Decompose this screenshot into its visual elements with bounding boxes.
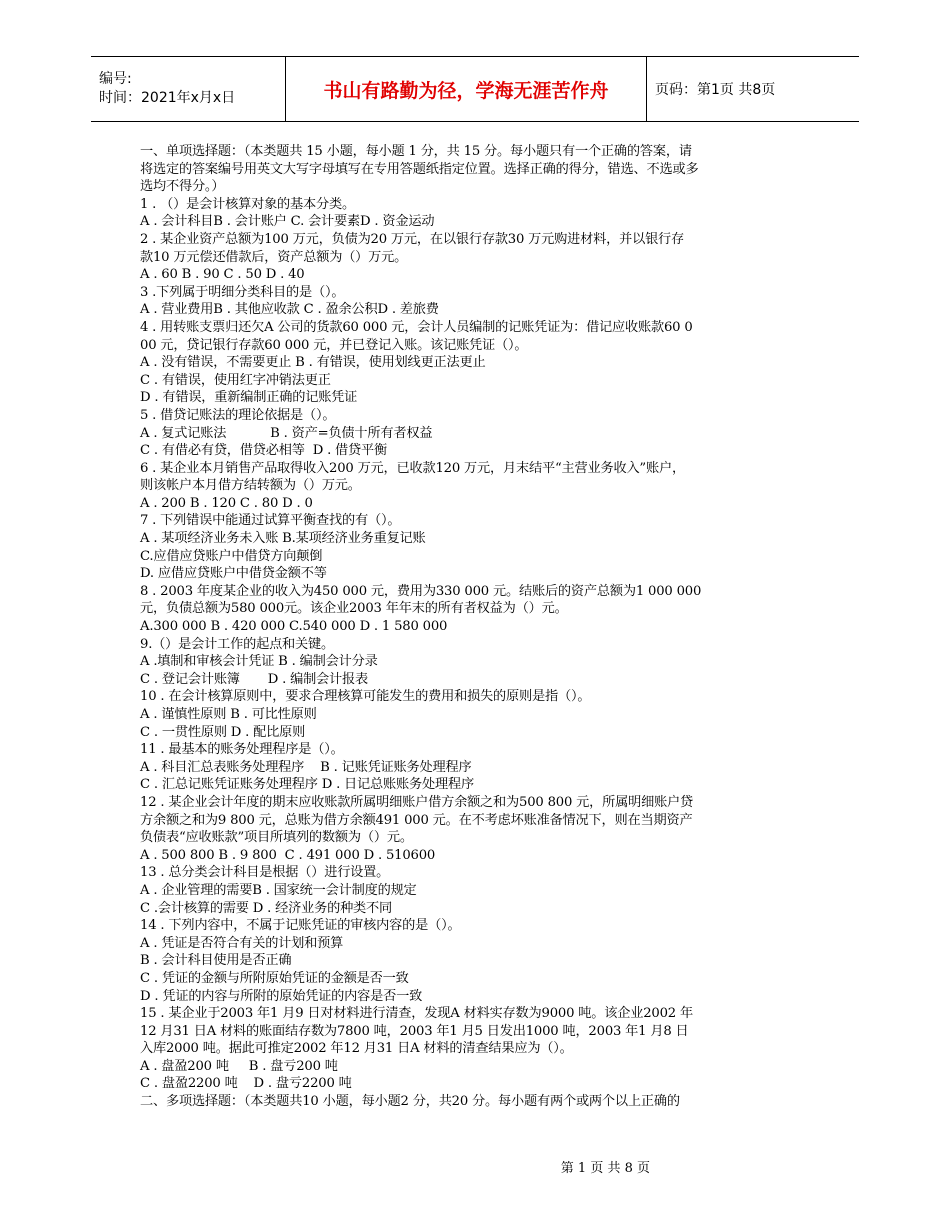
text-line: B . 会计科目使用是否正确 [140, 953, 292, 969]
text-line: 4 . 用转账支票归还欠A 公司的货款60 000 元，会计人员编制的记账凭证为：借记应收账款60 0 [140, 319, 693, 335]
text-line: A . 谨慎性原则 B . 可比性原则 [140, 707, 317, 722]
text-line: 3 .下列属于明细分类科目的是（）。 [140, 284, 345, 300]
text-line: 一、单项选择题：（本类题共 15 小题，每小题 1 分，共 15 分。每小题只有一个正确的答案，请 [140, 144, 692, 159]
text-line: C . 有借必有贷，借贷必相等 D . 借贷平衡 [140, 443, 388, 459]
text-line: A . 凭证是否符合有关的计划和预算 [140, 935, 344, 951]
text-line: 负债表“应收账款”项目所填列的数额为（）元。 [140, 830, 413, 846]
text-line: A . 会计科目B . 会计账户 C. 会计要素D . 资金运动 [140, 214, 435, 230]
text-line: A . 复式记账法 B . 资产=负债十所有者权益 [140, 425, 433, 441]
text-line: 13 . 总分类会计科目是根据（）进行设置。 [140, 865, 390, 881]
text-line: 入库2000 吨。据此可推定2002 年12 月31 日A 材料的清查结果应为（）。 [140, 1041, 573, 1057]
text-line: 款10 万元偿还借款后，资产总额为（）万元。 [140, 249, 408, 265]
header-right [647, 57, 859, 121]
text-line: 元，负债总额为580 000元。该企业2003 年年末的所有者权益为（）元。 [140, 601, 568, 617]
page-header [91, 56, 859, 122]
text-line: A . 企业管理的需要B . 国家统一会计制度的规定 [140, 882, 417, 898]
text-line: C . 凭证的金额与所附原始凭证的金额是否一致 [140, 970, 409, 986]
text-line: 则该帐户本月借方结转额为（）万元。 [140, 478, 361, 494]
text-line: 7 . 下列错误中能通过试算平衡查找的有（）。 [140, 513, 401, 529]
text-line: 15 . 某企业于2003 年1 月9 日对材料进行清查，发现A 材料实存数为9000 吨。该企业2002 年 [140, 1006, 693, 1022]
time-label: 时间：2021年x月x日 [99, 90, 236, 106]
text-line: 10 . 在会计核算原则中，要求合理核算可能发生的费用和损失的原则是指（）。 [140, 689, 591, 705]
text-line: D. 应借应贷账户中借贷金额不等 [140, 566, 327, 582]
text-line: A . 没有错误，不需要更止 B . 有错误，使用划线更正法更止 [140, 355, 486, 371]
text-line: 12 . 某企业会计年度的期末应收账款所属明细账户借方余额之和为500 800 元，所属明细账户贷 [140, 794, 694, 810]
text-line: A . 60 B . 90 C . 50 D . 40 [140, 267, 305, 283]
text-line: 2 . 某企业资产总额为100 万元，负债为20 万元，在以银行存款30 万元购进材料，并以银行存 [140, 231, 685, 247]
header-left [91, 57, 285, 121]
text-line: C.应借应贷账户中借贷方向颠倒 [140, 548, 323, 564]
header-motto-cell [285, 57, 647, 121]
text-line: 11 . 最基本的账务处理程序是（）。 [140, 742, 344, 758]
text-line: C . 一贯性原则 D . 配比原则 [140, 724, 306, 740]
text-line: A . 科目汇总表账务处理程序 B . 记账凭证账务处理程序 [140, 759, 472, 775]
text-line: 00 元，贷记银行存款60 000 元，并已登记入账。该记账凭证（）。 [140, 337, 528, 353]
text-line: A . 200 B . 120 C . 80 D . 0 [140, 495, 313, 511]
text-line: 1 . （）是会计核算对象的基本分类。 [140, 196, 355, 212]
text-line: A .填制和审核会计凭证 B . 编制会计分录 [140, 654, 378, 670]
text-line: A.300 000 B . 420 000 C.540 000 D . 1 580 000 [140, 619, 448, 635]
text-line: 选均不得分。） [140, 179, 225, 195]
text-line: D . 凭证的内容与所附的原始凭证的内容是否一致 [140, 988, 423, 1004]
text-line: C .会计核算的需要 D . 经济业务的种类不同 [140, 900, 393, 916]
text-line: 6 . 某企业本月销售产品取得收入200 万元，已收款120 万元，月末结平“主营业务收入”账户， [140, 460, 685, 476]
text-line: 12 月31 日A 材料的账面结存数为7800 吨，2003 年1 月5 日发出1000 吨，2003 年1 月8 日 [140, 1023, 689, 1039]
text-line: 方余额之和为9 800 元，总账为借方余额491 000 元。在不考虑坏账准备情况下，则在当期资产 [140, 812, 693, 828]
text-line: 将选定的答案编号用英文大写字母填写在专用答题纸指定位置。选择正确的得分，错选、不选或多 [140, 161, 699, 177]
text-line: 14 . 下列内容中，不属于记账凭证的审核内容的是（）。 [140, 918, 461, 934]
page-info: 页码：第1页 共8页 [655, 82, 776, 98]
text-line: 二、多项选择题：（本类题共10 小题，每小题2 分，共20 分。每小题有两个或两个以上正确的 [140, 1094, 680, 1110]
text-line: 9.（）是会计工作的起点和关键。 [140, 636, 335, 652]
text-line: 5 . 借贷记账法的理论依据是（）。 [140, 407, 336, 423]
text-line: C . 盘盈2200 吨 D . 盘亏2200 吨 [140, 1076, 352, 1092]
text-line: A . 500 800 B . 9 800 C . 491 000 D . 510600 [140, 847, 436, 863]
document-body [140, 143, 812, 1111]
page-footer: 第 1 页 共 8 页 [560, 1161, 650, 1176]
text-line: 8 . 2003 年度某企业的收入为450 000 元，费用为330 000 元。结账后的资产总额为1 000 000 [140, 583, 702, 599]
text-line: A . 某项经济业务未入账 B.某项经济业务重复记账 [140, 531, 426, 547]
text-line: D . 有错误，重新编制正确的记账凭证 [140, 390, 358, 406]
motto: 书山有路勤为径，学海无涯苦作舟 [323, 79, 609, 102]
text-line: C . 登记会计账簿 D . 编制会计报表 [140, 671, 369, 687]
text-line: A . 盘盈200 吨 B . 盘亏200 吨 [140, 1058, 338, 1074]
number-label: 编号: [99, 71, 132, 87]
text-line: C . 汇总记账凭证账务处理程序 D . 日记总账账务处理程序 [140, 777, 474, 793]
text-line: C . 有错误，使用红字冲销法更正 [140, 372, 331, 388]
text-line: A . 营业费用B . 其他应收款 C . 盈余公积D . 差旅费 [140, 302, 439, 318]
